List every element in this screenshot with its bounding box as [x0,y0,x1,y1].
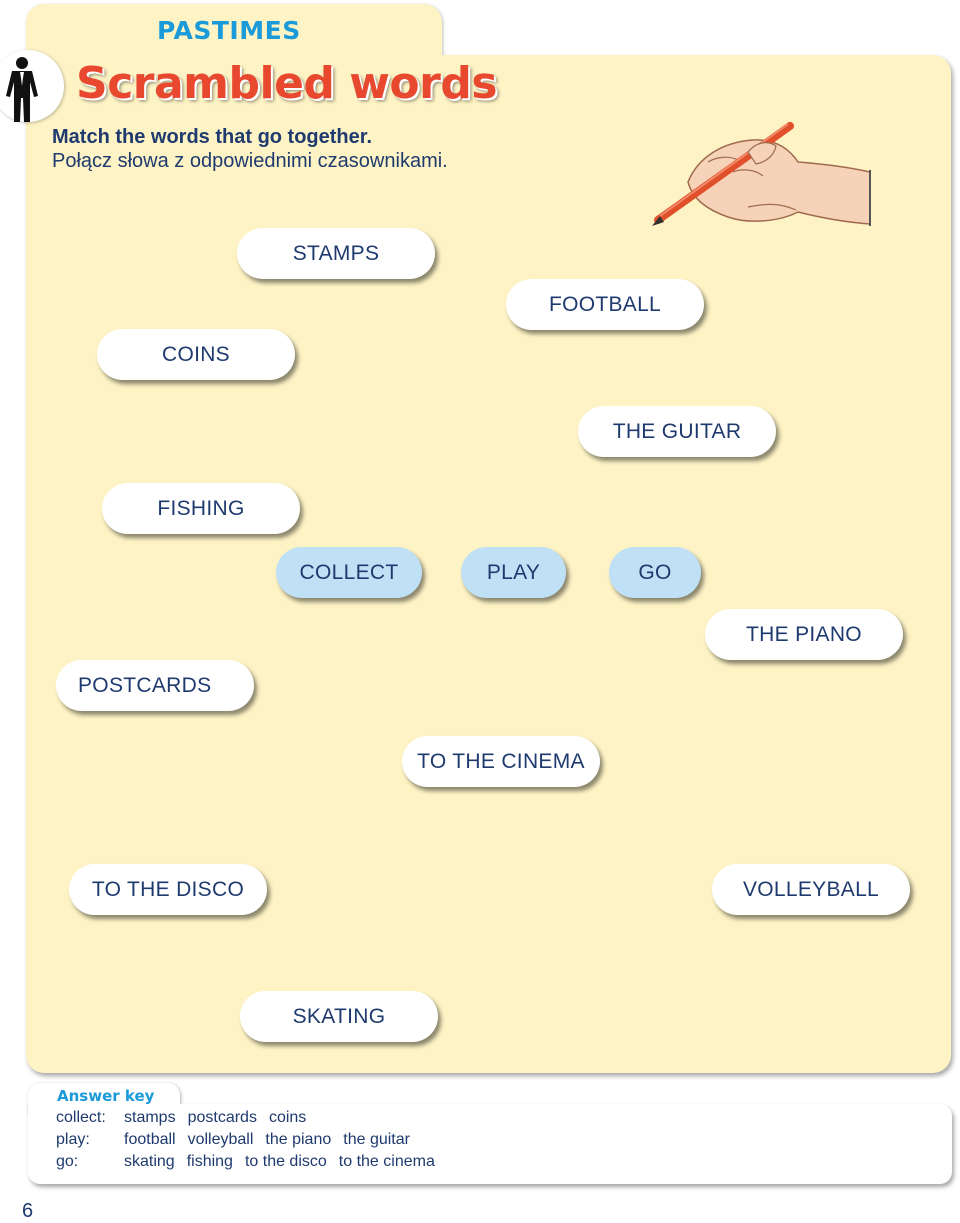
answer-key-item: skating [124,1153,175,1170]
answer-key-item: stamps [124,1109,176,1126]
answer-key-item: volleyball [187,1131,254,1148]
verb-pill-play[interactable]: PLAY [461,547,566,598]
word-pill-to-the-disco[interactable]: TO THE DISCO [69,864,267,915]
word-pill-to-the-cinema[interactable]: TO THE CINEMA [402,736,600,787]
answer-key-label: collect: [56,1109,106,1126]
answer-key-items [124,1153,447,1171]
word-pill-skating[interactable]: SKATING [240,991,438,1042]
word-pill-volleyball[interactable]: VOLLEYBALL [712,864,910,915]
word-pill-football[interactable]: FOOTBALL [506,279,704,330]
verb-pill-collect[interactable]: COLLECT [276,547,422,598]
answer-key-item: fishing [186,1153,233,1170]
word-pill-stamps[interactable]: STAMPS [237,228,435,279]
answer-key-item: the piano [265,1131,332,1148]
answer-key-label: go: [56,1153,79,1170]
word-pill-the-piano[interactable]: THE PIANO [705,609,903,660]
hand-with-pen-icon [648,112,878,232]
answer-key-item: the guitar [343,1131,410,1148]
answer-key-item: football [124,1131,176,1148]
answer-key-label: play: [56,1131,90,1148]
word-pill-fishing[interactable]: FISHING [102,483,300,534]
answer-key-item: to the cinema [338,1153,435,1170]
answer-key-item: postcards [187,1109,257,1126]
instruction-english: Match the words that go together. [52,126,373,148]
answer-key-items [124,1109,318,1127]
word-pill-postcards[interactable]: POSTCARDS [56,660,254,711]
answer-key-title: Answer key [57,1087,155,1105]
page-number: 6 [22,1200,34,1222]
section-title: PASTIMES [157,16,301,45]
answer-key-item: coins [268,1109,307,1126]
verb-pill-go[interactable]: GO [609,547,701,598]
word-pill-coins[interactable]: COINS [97,329,295,380]
word-pill-the-guitar[interactable]: THE GUITAR [578,406,776,457]
page-title: Scrambled words [76,58,498,109]
instruction-polish: Połącz słowa z odpowiednimi czasownikami. [52,150,448,172]
answer-key-item: to the disco [244,1153,327,1170]
person-icon [2,56,42,124]
answer-key-items [124,1131,422,1149]
